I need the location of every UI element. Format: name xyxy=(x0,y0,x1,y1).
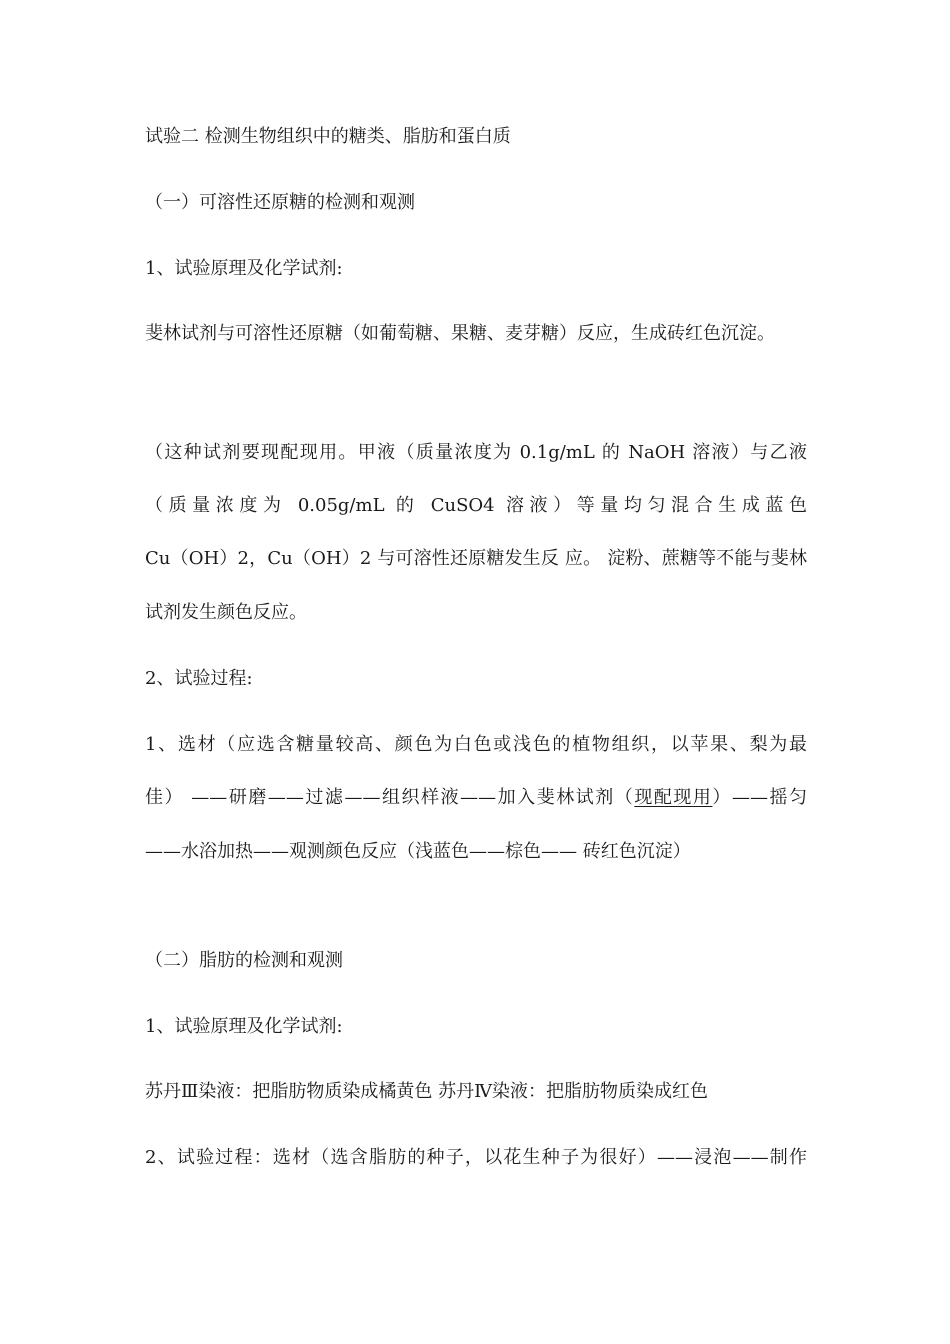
section2-heading: （二）脂肪的检测和观测 xyxy=(145,950,343,971)
section1-process-line-3: ——水浴加热——观测颜色反应（浅蓝色——棕色—— 砖红色沉淀） xyxy=(145,841,691,862)
section1-heading: （一）可溶性还原糖的检测和观测 xyxy=(145,192,415,213)
section1-principle-heading: 1、试验原理及化学试剂: xyxy=(145,258,343,279)
section2-principle-text: 苏丹Ⅲ染液：把脂肪物质染成橘黄色 苏丹Ⅳ染液：把脂肪物质染成红色 xyxy=(145,1081,709,1102)
section1-note-line-1: （这种试剂要现配现用。甲液（质量浓度为 0.1g/mL 的 NaOH 溶液）与乙液 xyxy=(145,442,807,463)
process-line-2-end: ）——摇匀 xyxy=(712,787,807,808)
section1-note-line-3: Cu（OH）2，Cu（OH）2 与可溶性还原糖发生反 应。 淀粉、蔗糖等不能与斐林 xyxy=(145,548,807,569)
section2-process-line-1: 2、试验过程：选材（选含脂肪的种子，以花生种子为很好）——浸泡——制作 xyxy=(145,1147,807,1168)
process-line-2-start: 佳） ——研磨——过滤——组织样液——加入斐林试剂（ xyxy=(145,787,635,808)
section2-principle-heading: 1、试验原理及化学试剂: xyxy=(145,1016,343,1037)
section1-note-line-2: （质量浓度为 0.05g/mL 的 CuSO4 溶液）等量均匀混合生成蓝色 xyxy=(145,495,807,516)
process-line-2-underlined: 现配现用 xyxy=(634,787,713,808)
section1-note-line-4: 试剂发生颜色反应。 xyxy=(145,602,307,623)
section1-process-line-2 xyxy=(145,785,807,811)
section1-process-line-1: 1、选材（应选含糖量较高、颜色为白色或浅色的植物组织，以苹果、梨为最 xyxy=(145,734,807,755)
section1-process-heading: 2、试验过程: xyxy=(145,668,253,689)
section1-principle-text: 斐林试剂与可溶性还原糖（如葡萄糖、果糖、麦芽糖）反应，生成砖红色沉淀。 xyxy=(145,323,775,344)
document-title: 试验二 检测生物组织中的糖类、脂肪和蛋白质 xyxy=(145,126,511,147)
